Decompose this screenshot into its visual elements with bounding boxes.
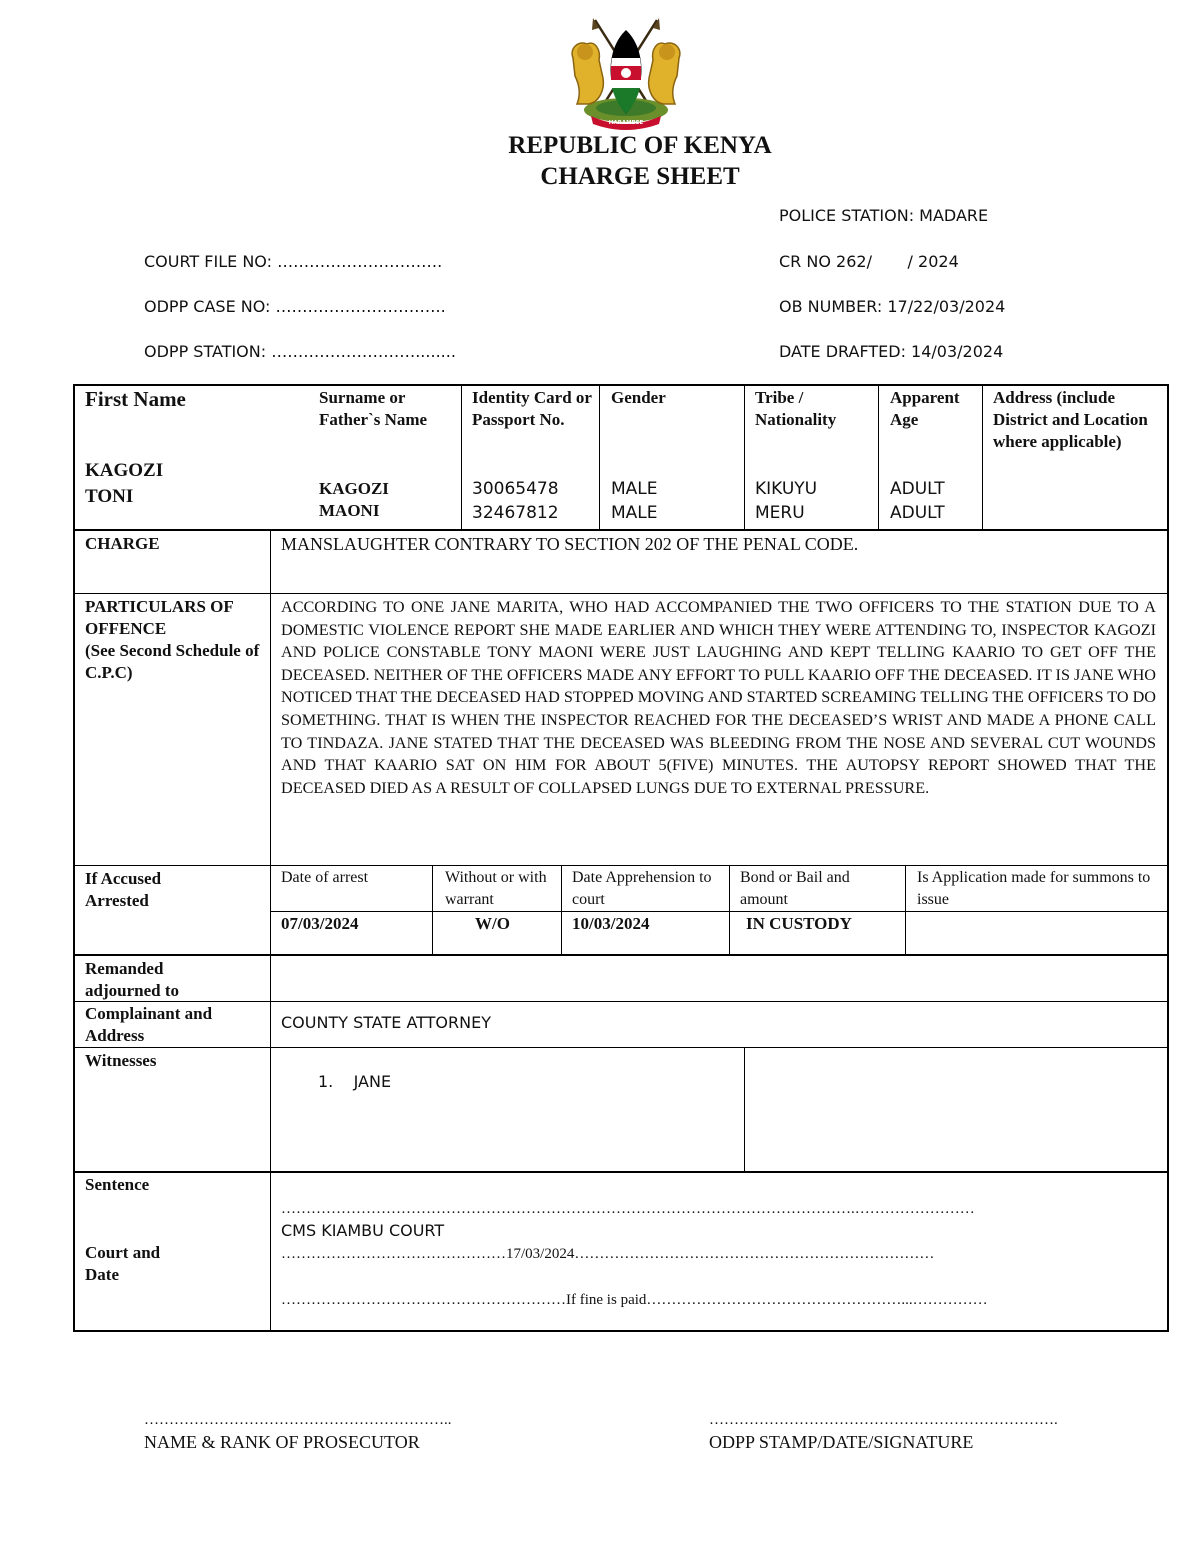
apprehension-label: Date Apprehension to court <box>572 869 712 908</box>
witness-item: 1. JANE <box>318 1072 392 1091</box>
summons-label: Is Application made for summons to issue <box>917 869 1151 908</box>
remanded-label: Remanded adjourned to <box>85 959 179 1000</box>
date-drafted: DATE DRAFTED: 14/03/2024 <box>779 342 1004 361</box>
fine-line: …………………………………………………If fine is paid……………………………………………...…………… <box>281 1292 988 1308</box>
bond-status: IN CUSTODY <box>746 914 852 933</box>
tribe-list <box>755 477 817 525</box>
odpp-case-no: ODPP CASE NO: ………………………….. <box>144 297 446 316</box>
prosecutor-label: NAME & RANK OF PROSECUTOR <box>144 1432 420 1452</box>
particulars-sublabel: (See Second Schedule of C.P.C) <box>85 641 260 682</box>
stamp-signature-line: ……………………………………………………………. <box>709 1412 1058 1428</box>
ob-number: OB NUMBER: 17/22/03/2024 <box>779 297 1006 316</box>
header-tribe: Tribe / Nationality <box>755 388 837 429</box>
header-first-name: First Name <box>85 387 186 411</box>
date-of-arrest: 07/03/2024 <box>281 914 359 933</box>
particulars-label-group <box>85 596 265 684</box>
header-identity: Identity Card or Passport No. <box>472 388 592 429</box>
crest-motto: HARAMBEE <box>608 120 644 126</box>
apparent-age: ADULT <box>890 479 945 499</box>
kenya-coat-of-arms-logo <box>565 18 687 130</box>
date-of-arrest-label: Date of arrest <box>281 869 369 886</box>
id-list <box>472 477 559 525</box>
apparent-age: ADULT <box>890 503 945 523</box>
warrant-label: Without or with warrant <box>445 869 547 908</box>
gender: MALE <box>611 479 658 499</box>
apprehension-date: 10/03/2024 <box>572 914 650 933</box>
police-station: POLICE STATION: MADARE <box>779 206 989 225</box>
header-surname: Surname or Father`s Name <box>319 388 428 429</box>
court-date-line: ………………………………………17/03/2024……………………………………………………………… <box>281 1246 935 1262</box>
court-name: CMS KIAMBU COURT <box>281 1221 445 1240</box>
first-name: KAGOZI <box>85 460 164 481</box>
court-date-label: Court and Date <box>85 1243 161 1284</box>
age-list <box>890 477 945 525</box>
sentence-dots: …………………………………………………………………………………………………….…………………… <box>281 1201 975 1217</box>
odpp-station: ODPP STATION: ………………………........ <box>144 342 456 361</box>
court-file-no: COURT FILE NO: …………………………. <box>144 252 443 271</box>
complainant-value: COUNTY STATE ATTORNEY <box>281 1013 491 1032</box>
charge-label: CHARGE <box>85 534 160 553</box>
tribe: MERU <box>755 503 805 523</box>
warrant: W/O <box>475 914 510 933</box>
particulars-label: PARTICULARS OF OFFENCE <box>85 597 234 638</box>
header-address: Address (include District and Location where applicable) <box>993 388 1148 451</box>
surname: KAGOZI <box>319 479 389 498</box>
surname-list <box>319 478 389 522</box>
header-gender: Gender <box>611 388 666 407</box>
country-title: REPUBLIC OF KENYA <box>508 132 772 159</box>
id-number: 30065478 <box>472 479 559 499</box>
id-number: 32467812 <box>472 503 559 523</box>
gender: MALE <box>611 503 658 523</box>
witnesses-label: Witnesses <box>85 1051 157 1070</box>
header-age: Apparent Age <box>890 388 960 429</box>
tribe: KIKUYU <box>755 479 818 499</box>
prosecutor-signature-line: …………………………………………………….. <box>144 1412 452 1428</box>
sentence-label: Sentence <box>85 1175 150 1194</box>
gender-list <box>611 477 658 525</box>
first-name: TONI <box>85 486 134 507</box>
arrest-label: If Accused Arrested <box>85 869 162 910</box>
complainant-label: Complainant and Address <box>85 1004 213 1045</box>
surname: MAONI <box>319 501 380 520</box>
cr-no: CR NO 262/ / 2024 <box>779 252 959 271</box>
charge-text: MANSLAUGHTER CONTRARY TO SECTION 202 OF THE PENAL CODE. <box>281 534 859 554</box>
stamp-label: ODPP STAMP/DATE/SIGNATURE <box>709 1432 974 1452</box>
first-name-list <box>85 458 163 510</box>
bond-label: Bond or Bail and amount <box>740 869 850 908</box>
particulars-text: ACCORDING TO ONE JANE MARITA, WHO HAD ACCOMPANIED THE TWO OFFICERS TO THE STATION DUE TO A DOMESTIC VIOLENCE REPORT SHE MADE EARLIER AND WHICH THEY WERE ATTENDING TO, INSPECTOR KAGOZI AND POLICE CONSTABLE TONY MAONI WERE JUST LAUGHING AND KEPT TELLING KAARIO TO GET OFF THE DECEASED. NEITHER OF THE OFFICERS MADE ANY EFFORT TO PULL KAARIO OFF THE DECEASED. IT IS JANE WHO NOTICED THAT THE DECEASED HAD STOPPED MOVING AND STARTED SCREAMING TELLING THE OFFICERS TO DO SOMETHING. THAT IS WHEN THE INSPECTOR REACHED FOR THE DECEASED’S WRIST AND MADE A PHONE CALL TO TINDAZA. JANE STATED THAT THE DECEASED WAS BLEEDING FROM THE NOSE AND SEVERAL CUT WOUNDS AND THAT KAARIO SAT ON HIM FOR ABOUT 5(FIVE) MINUTES. THE AUTOPSY REPORT SHOWED THAT THE DECEASED DIED AS A RESULT OF COLLAPSED LUNGS DUE TO EXTERNAL PRESSURE. <box>281 598 1156 797</box>
document-title: CHARGE SHEET <box>540 163 740 190</box>
